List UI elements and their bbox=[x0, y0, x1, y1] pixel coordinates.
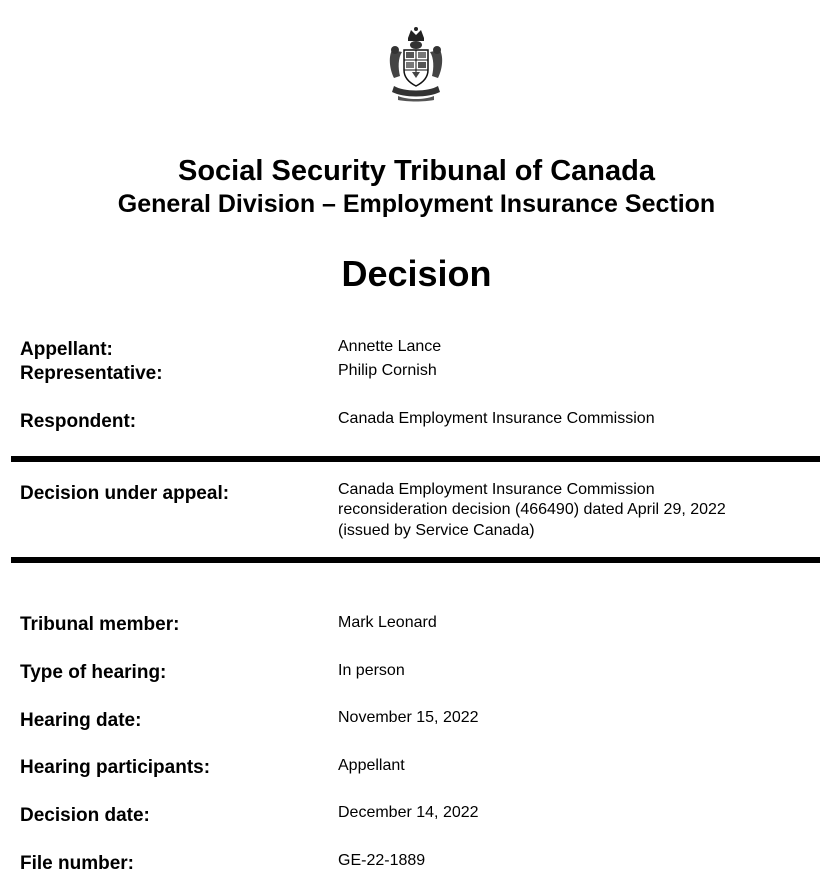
decision-under-appeal-label: Decision under appeal: bbox=[20, 483, 230, 504]
tribunal-member-label: Tribunal member: bbox=[20, 614, 180, 635]
division-subtitle: General Division – Employment Insurance Section bbox=[117, 190, 716, 218]
decision-under-appeal-line-1: Canada Employment Insurance Commission bbox=[338, 481, 655, 498]
file-number-label: File number: bbox=[20, 853, 135, 874]
hearing-participants-value: Appellant bbox=[338, 757, 405, 774]
hearing-participants-label: Hearing participants: bbox=[20, 757, 211, 778]
tribunal-title: Social Security Tribunal of Canada bbox=[177, 155, 655, 187]
tribunal-member-value: Mark Leonard bbox=[338, 614, 437, 631]
respondent-label: Respondent: bbox=[20, 411, 137, 432]
representative-label: Representative: bbox=[20, 363, 163, 384]
hearing-date-label: Hearing date: bbox=[20, 710, 142, 731]
appellant-value: Annette Lance bbox=[338, 338, 442, 355]
section-divider-bottom bbox=[11, 557, 820, 563]
coat-of-arms-emblem bbox=[386, 26, 446, 102]
decision-under-appeal-line-3: (issued by Service Canada) bbox=[338, 522, 535, 539]
respondent-value: Canada Employment Insurance Commission bbox=[338, 410, 655, 427]
hearing-date-value: November 15, 2022 bbox=[338, 709, 479, 726]
hearing-type-value: In person bbox=[338, 662, 405, 679]
decision-date-label: Decision date: bbox=[20, 805, 150, 826]
section-divider-top bbox=[11, 456, 820, 462]
representative-value: Philip Cornish bbox=[338, 362, 437, 379]
appellant-label: Appellant: bbox=[20, 339, 113, 360]
decision-date-value: December 14, 2022 bbox=[338, 804, 479, 821]
document-type-heading: Decision bbox=[341, 253, 492, 294]
decision-under-appeal-line-2: reconsideration decision (466490) dated April 29, 2022 bbox=[338, 501, 726, 518]
hearing-type-label: Type of hearing: bbox=[20, 662, 167, 683]
file-number-value: GE-22-1889 bbox=[338, 852, 426, 869]
